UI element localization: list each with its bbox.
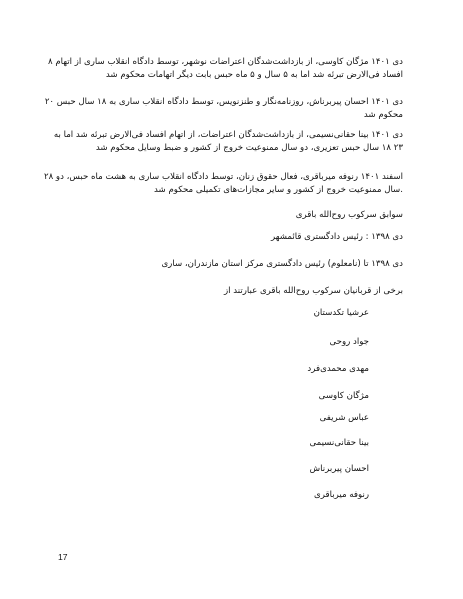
victim-name: عرشیا تکدستان [313, 308, 369, 318]
victim-name: جواد روحی [329, 337, 369, 347]
paragraph-bina-haghani: دی ۱۴۰۱ بینا حقانی‌نسیمی، از بازداشت‌شدگان اعتراضات، از اتهام افساد فی‌الارض تبرئه شد اما به ۲۳ ۱۸ سال حبس تعزیری، دو سال ممنوعیت خروج از کشور و ضبط وسایل محکوم شد [53, 130, 403, 153]
victims-intro: برخی از قربانیان سرکوب روح‌الله باقری عبارتند از [223, 286, 403, 296]
victim-name: مهدی محمدی‌فرد [307, 364, 369, 374]
victim-name: مژگان کاوسی [318, 391, 369, 401]
section-title: سوابق سرکوب روح‌الله باقری [295, 210, 403, 220]
victim-name: بینا حقانی‌نسیمی [309, 438, 369, 448]
victim-name: رنوفه میرباقری [314, 490, 369, 500]
victim-name: احسان پیربرناش [309, 464, 369, 474]
victim-name: عباس شریفی [319, 413, 369, 423]
paragraph-mozhgan-kavousi: دی ۱۴۰۱ مژگان کاوسی، از بازداشت‌شدگان اعتراضات نوشهر، توسط دادگاه انقلاب ساری از اتهام ۸ افساد فی‌الارض تبرئه شد اما به ۵ سال و ۵ ماه حبس بابت دیگر اتهامات محکوم شد [47, 57, 403, 80]
paragraph-ehsan-pirbornash: دی ۱۴۰۱ احسان پیربرناش، روزنامه‌نگار و طنزنویس، توسط دادگاه انقلاب ساری به ۱۸ سال حبس ۲۰ محکوم شد [44, 97, 403, 120]
page-number: 17 [58, 552, 68, 562]
paragraph-ronufeh-mirbagheri: اسفند ۱۴۰۱ رنوفه میرباقری، فعال حقوق زنان، توسط دادگاه انقلاب ساری به هشت ماه حبس، دو ۲۸ .سال ممنوعیت خروج از کشور و سایر مجازات‌های تکمیلی محکوم شد [43, 172, 403, 195]
career-item: دی ۱۳۹۸ : رئیس دادگستری قائمشهر [271, 232, 403, 242]
career-item: دی ۱۳۹۸ تا (نامعلوم) رئیس دادگستری مرکز استان مازندران، ساری [161, 259, 403, 269]
